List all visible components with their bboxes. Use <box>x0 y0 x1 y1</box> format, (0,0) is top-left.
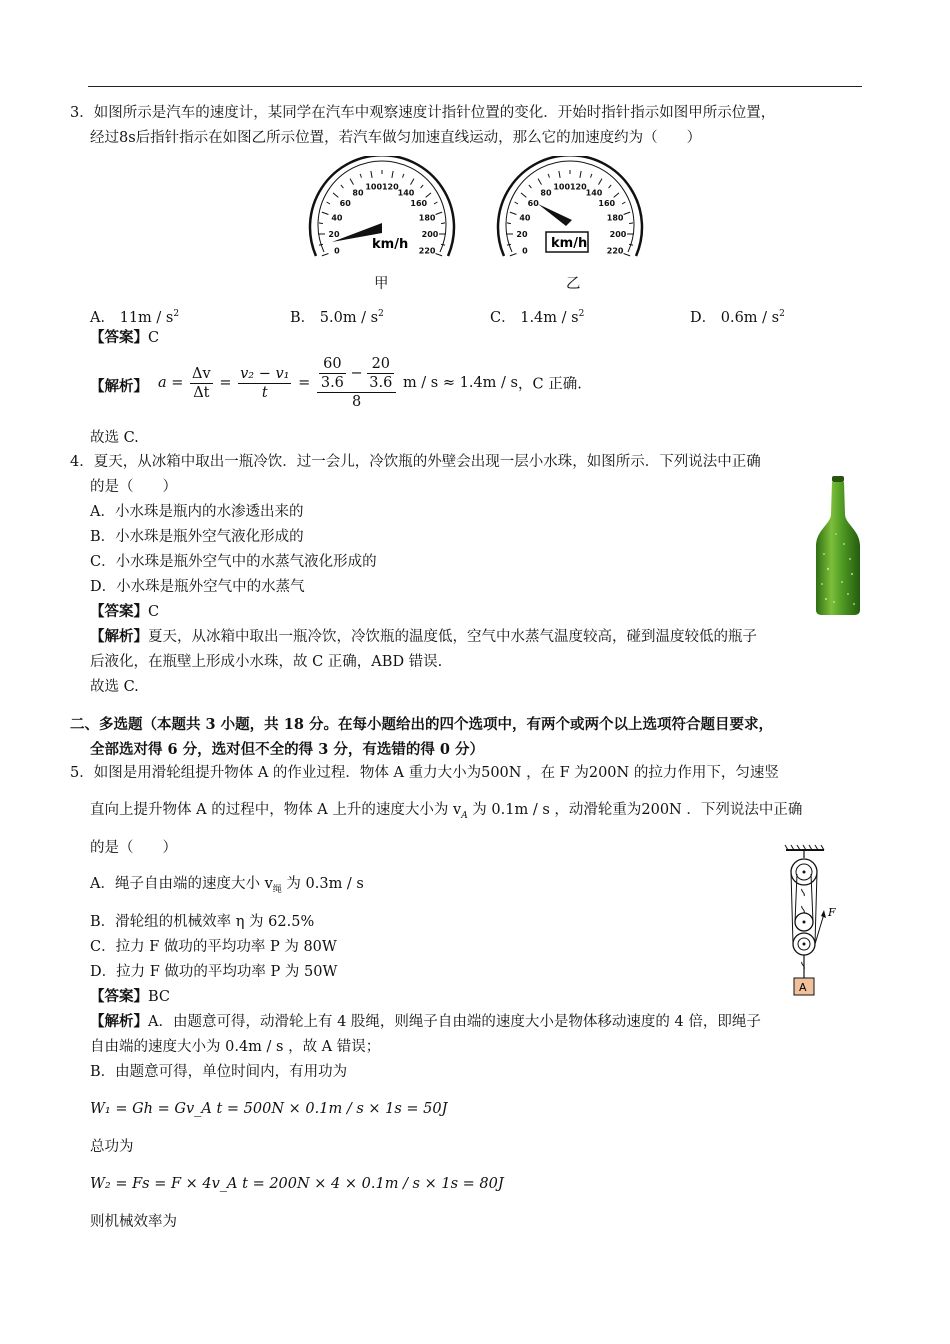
gauge-tick-label: 100 <box>365 182 383 192</box>
gauge-tick <box>515 202 518 204</box>
gauge-tick <box>421 185 424 188</box>
q5-total-work: 总功为 <box>90 1139 134 1155</box>
gauge-tick-label: 80 <box>540 188 552 198</box>
speedometer-yi <box>490 156 650 260</box>
gauge-tick <box>510 212 517 214</box>
gauge-tick-label: 160 <box>598 199 616 209</box>
q3-line1: 3．如图所示是汽车的速度计，某同学在汽车中观察速度计指针位置的变化．开始时指针指示如图甲所示位置， <box>70 105 776 121</box>
gauge-tick <box>327 202 330 204</box>
gauge-tick-label: 0 <box>334 246 340 256</box>
gauge-tick <box>538 179 542 185</box>
gauge-tick <box>350 179 354 185</box>
q5-answer: 【答案】BC <box>90 988 171 1005</box>
section2-line1: 二、多选题（本题共 3 小题，共 18 分。在每小题给出的四个选项中，有两个或两个以上选项符合题目要求， <box>70 716 773 733</box>
gauge-tick <box>629 244 633 245</box>
pulley-block-label: A <box>799 981 807 994</box>
q5-equation1: W₁ = Gh = Gv_A t = 500N × 0.1m / s × 1s = 50J <box>90 1101 448 1117</box>
gauge-tick <box>580 171 581 178</box>
gauge-tick-label: 60 <box>339 199 351 209</box>
header-rule <box>88 86 862 87</box>
q3-option-d: D． $0.6m / s^2$ <box>690 309 785 326</box>
q3-conclusion: 故选 C. <box>90 430 139 446</box>
q4-conclusion: 故选 C. <box>90 679 139 695</box>
gauge-tick <box>559 171 560 178</box>
gauge-tick-label: 100 <box>553 182 571 192</box>
gauge-tick-label: 0 <box>522 246 528 256</box>
gauge-tick-label: 40 <box>519 213 531 223</box>
gauge-tick <box>333 193 338 197</box>
bottle-image <box>814 474 862 616</box>
gauge-tick <box>403 174 404 178</box>
gauge-tick <box>441 244 445 245</box>
gauge-tick-label: 140 <box>397 188 415 198</box>
q5-explain1: 【解析】A．由题意可得，动滑轮上有 4 股绳，则绳子自由端的速度大小是物体移动速度的 4 倍，即绳子 <box>90 1013 761 1030</box>
speedometer-jia <box>302 156 462 260</box>
gauge-tick-label: 200 <box>421 230 439 239</box>
q5-line2: 直向上提升物体 A 的过程中，物体 A 上升的速度大小为 $v_A$ 为 0.1m / s ，动滑轮重为200N ．下列说法中正确 <box>90 802 803 821</box>
q3-answer: 【答案】C <box>90 329 160 346</box>
gauge-tick <box>629 223 633 224</box>
q5-explain3: B．由题意可得，单位时间内，有用功为 <box>90 1064 348 1080</box>
q3-line2: 经过8s后指针指示在如图乙所示位置，若汽车做匀加速直线运动，那么它的加速度约为（ ） <box>90 130 702 146</box>
q5-line3: 的是（ ） <box>90 840 177 856</box>
q4-explain2: 后液化，在瓶壁上形成小水珠，故 C 正确，ABD 错误. <box>90 654 443 670</box>
gauge-tick-label: 120 <box>381 182 399 192</box>
q3-option-a: A． $11m / s^2$ <box>90 309 180 326</box>
gauge-tick <box>624 212 631 214</box>
gauge-tick <box>319 223 323 224</box>
gauge-tick-label: 220 <box>418 246 436 256</box>
gauge-unit-jia: km/h <box>372 237 409 252</box>
gauge-tick <box>434 202 437 204</box>
gauge-tick <box>322 253 329 255</box>
gauge-tick-label: 120 <box>569 182 587 192</box>
label-yi: 乙 <box>566 276 581 292</box>
gauge-tick <box>591 174 592 178</box>
q3-formula: a = $\frac{\Delta v}{\Delta t}$ = $\frac{\text{v₂ − v₁}}{t}$ = $\frac{60}{3.6}$ − $\frac{20}{3.6}$ 8 m / s ≈ 1.4m / s，C 正确. <box>158 356 582 410</box>
gauge-tick <box>436 212 443 214</box>
q5-option-c: C．拉力 F 做功的平均功率 P 为 80W <box>90 939 337 955</box>
q4-option-a: A．小水珠是瓶内的水渗透出来的 <box>90 504 304 520</box>
gauge-tick-label: 140 <box>585 188 603 198</box>
gauge-tick <box>510 253 517 255</box>
q4-option-d: D．小水珠是瓶外空气中的水蒸气 <box>90 579 305 595</box>
q5-option-d: D．拉力 F 做功的平均功率 P 为 50W <box>90 964 338 980</box>
pulley-force-label: F <box>828 906 836 919</box>
gauge-tick <box>529 185 532 188</box>
gauge-tick <box>609 185 612 188</box>
q4-line2: 的是（ ） <box>90 479 177 495</box>
gauge-tick <box>441 223 445 224</box>
gauge-tick <box>392 171 393 178</box>
q5-explain2: 自由端的速度大小为 0.4m / s ，故 A 错误； <box>90 1039 381 1055</box>
q5-efficiency: 则机械效率为 <box>90 1214 177 1230</box>
gauge-tick <box>371 171 372 178</box>
gauge-tick <box>622 202 625 204</box>
q4-option-c: C．小水珠是瓶外空气中的水蒸气液化形成的 <box>90 554 377 570</box>
q5-equation2: W₂ = Fs = F × 4v_A t = 200N × 4 × 0.1m / s × 1s = 80J <box>90 1176 504 1192</box>
section2-line2: 全部选对得 6 分，选对但不全的得 3 分，有选错的得 0 分） <box>90 741 485 758</box>
gauge-tick-label: 20 <box>328 230 340 239</box>
gauge-tick <box>411 179 415 185</box>
q4-option-b: B．小水珠是瓶外空气液化形成的 <box>90 529 304 545</box>
gauge-tick <box>614 193 619 197</box>
gauge-tick <box>507 244 511 245</box>
gauge-tick-label: 60 <box>527 199 539 209</box>
q5-option-b: B．滑轮组的机械效率 η 为 62.5% <box>90 914 315 930</box>
gauge-tick-label: 180 <box>418 213 436 223</box>
gauge-tick-label: 80 <box>352 188 364 198</box>
pulley-diagram <box>780 844 850 1000</box>
gauge-tick <box>322 212 329 214</box>
gauge-tick <box>319 244 323 245</box>
gauge-tick <box>341 185 344 188</box>
q3-option-c: C． $1.4m / s^2$ <box>490 309 585 326</box>
q3-explain-tag: 【解析】 <box>90 378 148 395</box>
q4-answer: 【答案】C <box>90 603 160 620</box>
gauge-tick <box>599 179 603 185</box>
gauge-tick <box>507 223 511 224</box>
gauge-tick <box>436 253 443 255</box>
gauge-unit-yi: km/h <box>551 236 588 251</box>
gauge-tick <box>624 253 631 255</box>
gauge-tick <box>360 174 361 178</box>
q5-line1: 5．如图是用滑轮组提升物体 A 的作业过程．物体 A 重力大小为500N ，在 F 为200N 的拉力作用下，匀速竖 <box>70 765 779 781</box>
gauge-tick-label: 220 <box>606 246 624 256</box>
gauge-tick <box>426 193 431 197</box>
q3-option-b: B． $5.0m / s^2$ <box>290 309 384 326</box>
gauge-tick-label: 20 <box>516 230 528 239</box>
gauge-tick-label: 200 <box>609 230 627 239</box>
q4-explain1: 【解析】夏天，从冰箱中取出一瓶冷饮，冷饮瓶的温度低，空气中水蒸气温度较高，碰到温度较低的瓶子 <box>90 628 757 645</box>
gauge-tick <box>548 174 549 178</box>
gauge-tick <box>521 193 526 197</box>
gauge-tick-label: 40 <box>331 213 343 223</box>
gauge-tick-label: 180 <box>606 213 624 223</box>
q5-option-a: A．绳子自由端的速度大小 $v_绳$ 为 0.3m / s <box>90 876 364 895</box>
label-jia: 甲 <box>374 276 389 292</box>
q4-line1: 4．夏天，从冰箱中取出一瓶冷饮．过一会儿，冷饮瓶的外壁会出现一层小水珠，如图所示．下列说法中正确 <box>70 454 761 470</box>
gauge-tick-label: 160 <box>410 199 428 209</box>
